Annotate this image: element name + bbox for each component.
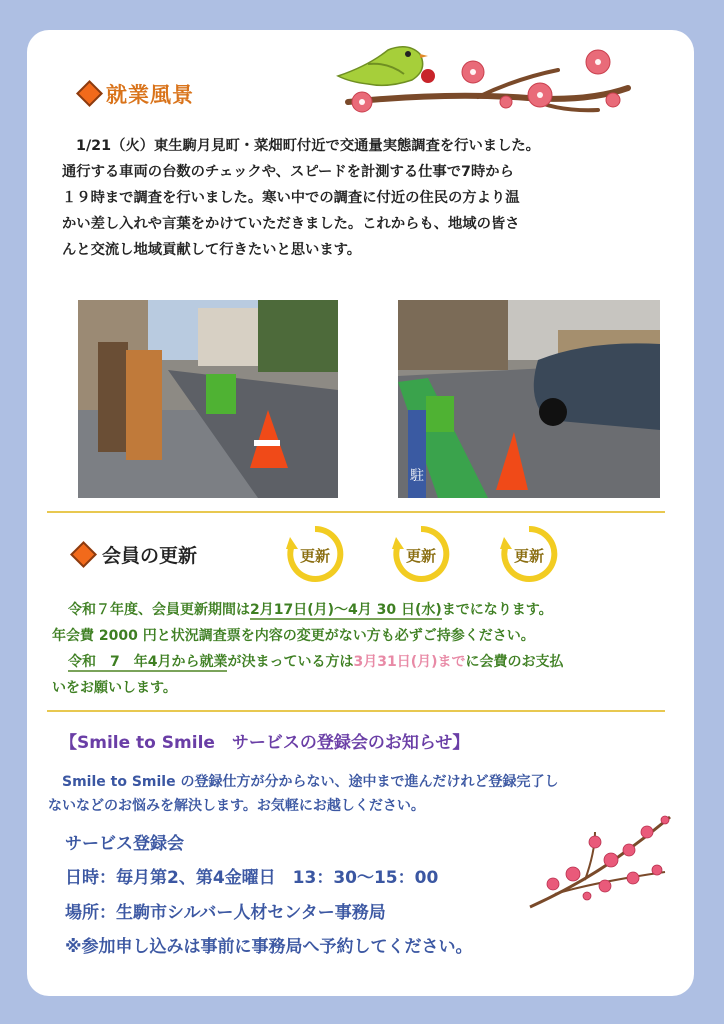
photo-traffic-survey-1 (78, 300, 338, 498)
renewal-stamp-icon (500, 525, 558, 583)
separator-1 (47, 511, 665, 513)
intro-line-2: ないなどのお悩みを解決します。お気軽にお越しください。 (48, 798, 425, 814)
section-heading-work-scene: 就業風景 (106, 83, 194, 107)
section-heading-membership-renewal: 会員の更新 (102, 545, 198, 567)
section1-line-2: 通行する車両の台数のチェックや、スピードを計測する仕事で7時から (62, 164, 514, 180)
section1-line-5: んと交流し地域貢献して行きたいと思います。 (62, 242, 362, 258)
photo-traffic-survey-2 (398, 300, 660, 498)
sign-text: 駐 (410, 468, 424, 484)
text: 令和７年度、会員更新期間は (68, 602, 250, 618)
stamp-text: 更新 (299, 547, 331, 565)
text: までになります。 (441, 602, 553, 618)
payment-request-line: いをお願いします。 (52, 680, 177, 696)
separator-2 (47, 710, 665, 712)
annual-fee-line: 年会費 2000 円と状況調査票を内容の変更がない方も必ずご持参ください。 (52, 628, 535, 644)
smile-to-smile-heading: 【Smile to Smile サービスの登録会のお知らせ】 (60, 733, 470, 753)
service-registration-title: サービス登録会 (65, 834, 184, 854)
payment-deadline: 3月31日(月)まで (353, 654, 466, 670)
renewal-period: 2月17日(月)～4月 30 日(水) (250, 602, 442, 618)
renewal-period-line (68, 597, 553, 623)
event-datetime: 日時：毎月第2、第4金曜日 13：30～15：00 (65, 868, 439, 888)
reservation-note: ※参加申し込みは事前に事務局へ予約してください。 (65, 937, 473, 957)
section1-line-3: １９時まで調査を行いました。寒い中での調査に付近の住民の方より温 (62, 190, 520, 206)
section1-line-1: 1/21（火）東生駒月見町・菜畑町付近で交通量実態調査を行いました。 (76, 138, 540, 154)
intro-line-1: Smile to Smile の登録仕方が分からない、途中まで進んだけれど登録完了し (62, 774, 559, 790)
section1-line-4: かい差し入れや言葉をかけていただきました。これからも、地域の皆さ (62, 216, 520, 232)
plum-blossom-icon (525, 812, 675, 912)
bird-on-branch-icon (328, 40, 648, 128)
payment-deadline-line (68, 649, 564, 675)
renewal-stamp-icon (392, 525, 450, 583)
event-place: 場所：生駒市シルバー人材センター事務局 (65, 903, 386, 923)
text: が決まっている方は (227, 654, 354, 670)
stamp-text: 更新 (405, 547, 437, 565)
text: 令和 7 年4月から就業 (68, 654, 228, 670)
stamp-text: 更新 (513, 547, 545, 565)
text: に会費のお支払 (465, 654, 564, 670)
renewal-stamp-icon (286, 525, 344, 583)
